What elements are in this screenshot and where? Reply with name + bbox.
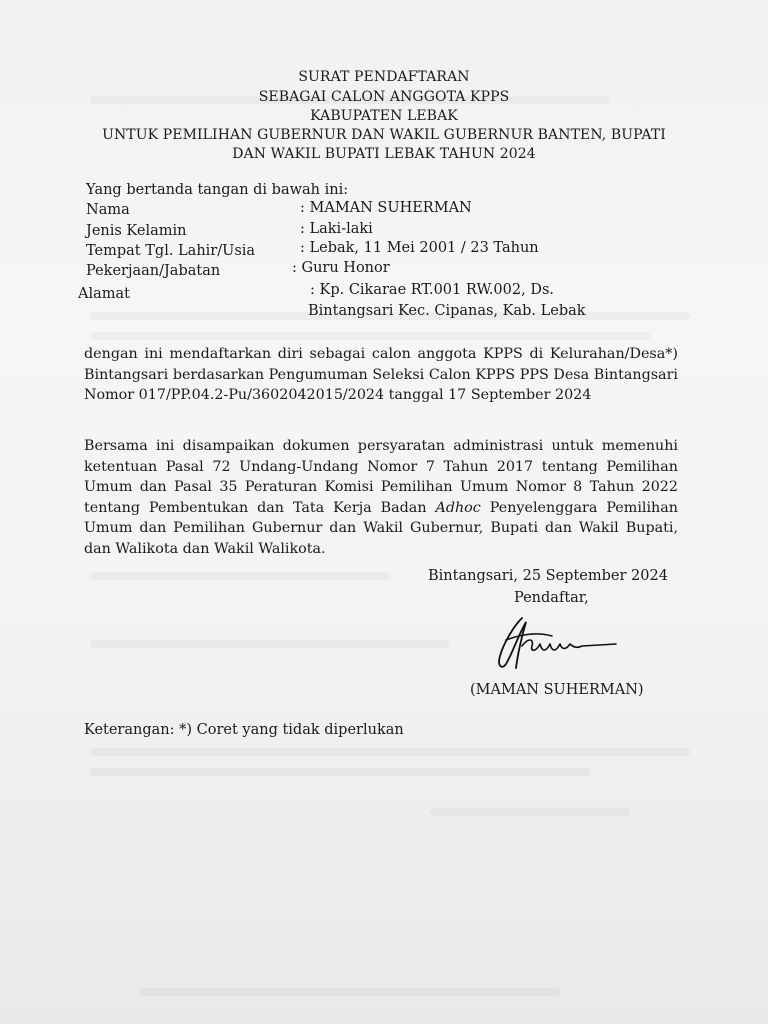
header-title: SURAT PENDAFTARAN — [298, 69, 470, 85]
field-value-jenis-kelamin: : Laki-laki — [300, 221, 373, 237]
field-label-nama: Nama — [86, 202, 130, 218]
requirements-text-part1: Bersama ini disampaikan dokumen persyaratan administrasi untuk memenuhi ketentuan Pasal 72 Undang-Undang Nomor 7 Tahun 2017 tentang Pemilihan Umum dan Pasal 35 Peraturan Komisi Pemilihan Umum Nomor 8 Tahun 2022 tentang Pembentukan dan Tata Kerja Badan — [84, 438, 678, 516]
registration-paragraph — [84, 344, 678, 406]
requirements-text-italic: Adhoc — [435, 499, 481, 516]
intro-text: Yang bertanda tangan di bawah ini: — [86, 182, 349, 198]
signature-image — [492, 612, 622, 678]
field-label-jenis-kelamin: Jenis Kelamin — [86, 223, 187, 239]
header-election: UNTUK PEMILIHAN GUBERNUR DAN WAKIL GUBERNUR BANTEN, BUPATI — [102, 127, 666, 143]
field-value-ttl: : Lebak, 11 Mei 2001 / 23 Tahun — [300, 240, 539, 256]
field-label-pekerjaan: Pekerjaan/Jabatan — [86, 263, 221, 279]
place-date: Bintangsari, 25 September 2024 — [428, 568, 668, 584]
bleed-through-line — [90, 572, 390, 580]
field-value-pekerjaan: : Guru Honor — [292, 260, 390, 276]
footnote: Keterangan: *) Coret yang tidak diperlukan — [84, 722, 404, 738]
bleed-through-line — [430, 808, 630, 816]
requirements-text — [84, 436, 678, 559]
requirements-paragraph — [84, 436, 678, 559]
registration-text: dengan ini mendaftarkan diri sebagai calon anggota KPPS di Kelurahan/Desa*) Bintangsari berdasarkan Pengumuman Seleksi Calon KPPS PPS Desa Bintangsari Nomor 017/PP.04.2-Pu/3602042015/2024 tanggal 17 September 2024 — [84, 346, 678, 403]
field-label-alamat: Alamat — [78, 286, 130, 302]
header-regency: KABUPATEN LEBAK — [310, 108, 458, 124]
field-label-ttl: Tempat Tgl. Lahir/Usia — [86, 243, 256, 259]
bleed-through-line — [90, 768, 590, 776]
signer-label: Pendaftar, — [514, 590, 589, 606]
bleed-through-line — [90, 640, 450, 648]
field-value-alamat-cont: Bintangsari Kec. Cipanas, Kab. Lebak — [308, 303, 586, 319]
signer-name: (MAMAN SUHERMAN) — [470, 682, 644, 698]
bleed-through-line — [140, 988, 560, 996]
header-election-cont: DAN WAKIL BUPATI LEBAK TAHUN 2024 — [232, 146, 536, 162]
requirements-text-part2: Penyelenggara Pemilihan Umum dan Pemilihan Gubernur dan Wakil Gubernur, Bupati dan Wakil Bupati, dan Walikota dan Wakil Walikota. — [84, 499, 678, 557]
bleed-through-line — [90, 332, 650, 340]
field-value-nama: : MAMAN SUHERMAN — [300, 200, 472, 216]
field-value-alamat: : Kp. Cikarae RT.001 RW.002, Ds. — [310, 282, 555, 298]
bleed-through-line — [90, 748, 690, 756]
header-subtitle: SEBAGAI CALON ANGGOTA KPPS — [258, 89, 510, 105]
